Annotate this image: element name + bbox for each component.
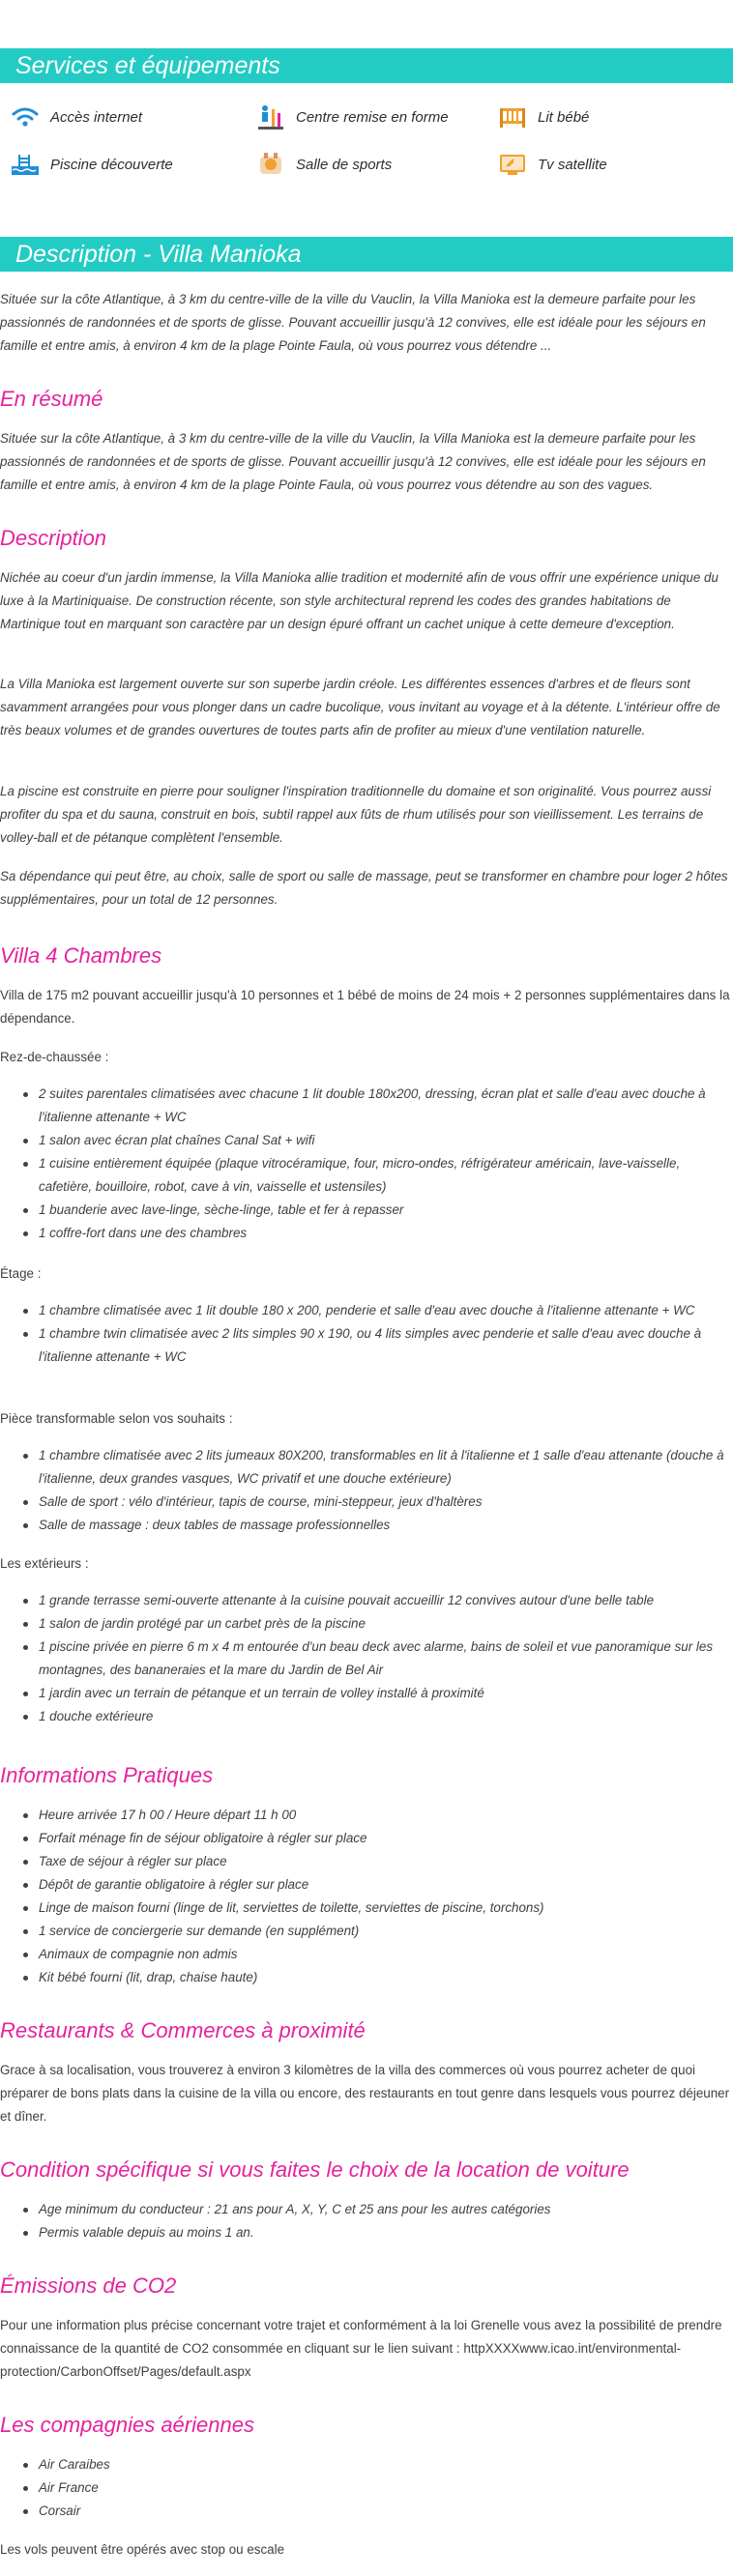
description-banner: Description - Villa Manioka: [0, 237, 733, 272]
list-item: Linge de maison fourni (linge de lit, serviettes de toilette, serviettes de piscine, torchons): [39, 1896, 731, 1920]
list-item: Kit bébé fourni (lit, drap, chaise haute): [39, 1966, 731, 1989]
list-item: 1 cuisine entièrement équipée (plaque vitrocéramique, four, micro-ondes, réfrigérateur américain, lave-vaisselle, cafetière, bouilloire, robot, cave à vin, vaisselle et ustensiles): [39, 1152, 731, 1199]
list-item: 1 salon avec écran plat chaînes Canal Sat + wifi: [39, 1129, 731, 1152]
list-item: 1 jardin avec un terrain de pétanque et un terrain de volley installé à proximité: [39, 1682, 731, 1705]
infos-heading: Informations Pratiques: [0, 1763, 214, 1787]
wifi-icon: [10, 103, 41, 130]
voiture-heading: Condition spécifique si vous faites le choix de la location de voiture: [0, 2157, 630, 2182]
list-item: 1 salon de jardin protégé par un carbet près de la piscine: [39, 1612, 731, 1635]
list-item: Animaux de compagnie non admis: [39, 1943, 731, 1966]
list-item: Air Caraibes: [39, 2453, 731, 2476]
service-label: Piscine découverte: [50, 156, 173, 173]
service-pool: [10, 150, 173, 179]
restaurants-text: Grace à sa localisation, vous trouverez à environ 3 kilomètres de la villa des commerces où vous pourrez acheter de quoi préparer de bons plats dans la cuisine de la villa ou encore, des restaurants en tout genre dans lesquels vous pourrez déjeuner et dîner.: [0, 2063, 730, 2124]
description-paragraph: La piscine est construite en pierre pour souligner l'inspiration traditionnelle du domaine et son originalité. Vous pourrez aussi profiter du spa et du sauna, construit en bois, subtil rappel aux fûts de rhum utilisés pour son vieillissement. Les terrains de volley-ball et de pétanque complètent l'ensemble.: [0, 784, 712, 845]
resume-heading: En résumé: [0, 387, 103, 411]
co2-text: Pour une information plus précise concernant votre trajet et conformément à la loi Grenelle vous avez la possibilité de prendre connaissance de la quantité de CO2 consommée en cliquant sur le lien suivant : httpXXXXwww.icao.int/environmental-protection/CarbonOffset/Pages/default.aspx: [0, 2318, 722, 2379]
service-tv: [497, 150, 607, 179]
service-internet: [10, 102, 142, 131]
compagnies-heading: Les compagnies aériennes: [0, 2413, 254, 2437]
list-item: 1 piscine privée en pierre 6 m x 4 m entourée d'un beau deck avec alarme, bains de soleil et vue panoramique sur les montagnes, des bananeraies et la mare du Jardin de Bel Air: [39, 1635, 731, 1682]
list-item: Age minimum du conducteur : 21 ans pour A, X, Y, C et 25 ans pour les autres catégories: [39, 2198, 731, 2221]
list-item: Heure arrivée 17 h 00 / Heure départ 11 h 00: [39, 1804, 731, 1827]
list-item: 1 buanderie avec lave-linge, sèche-linge, table et fer à repasser: [39, 1199, 731, 1222]
description-paragraph: La Villa Manioka est largement ouverte sur son superbe jardin créole. Les différentes essences d'arbres et de fleurs sont savamment arrangées pour vous plonger dans un cadre bucolique, vous invitant au voyage et à la détente. L'intérieur offre de très beaux volumes et de grandes ouvertures de toutes parts afin de profiter au mieux d'une ventilation naturelle.: [0, 677, 720, 738]
list-item: 1 chambre twin climatisée avec 2 lits simples 90 x 190, ou 4 lits simples avec penderie et salle d'eau avec douche à l'italienne attenante + WC: [39, 1322, 731, 1369]
list-item: Forfait ménage fin de séjour obligatoire à régler sur place: [39, 1827, 731, 1850]
co2-heading: Émissions de CO2: [0, 2273, 177, 2298]
fitness-icon: [255, 103, 286, 130]
voiture-list: [39, 2198, 731, 2244]
description-paragraph: Nichée au coeur d'un jardin immense, la Villa Manioka allie tradition et modernité afin de vous offrir une expérience unique du luxe à la Martiniquaise. De construction récente, son style architectural reprend les codes des grandes habitations de Martinique tout en marquant son caractère par un design épuré offrant un cachet unique à cette demeure d'exception.: [0, 570, 718, 631]
services-banner: Services et équipements: [0, 48, 733, 83]
list-item: 1 chambre climatisée avec 1 lit double 180 x 200, penderie et salle d'eau avec douche à l'italienne attenante + WC: [39, 1299, 731, 1322]
service-label: Lit bébé: [538, 108, 590, 126]
list-item: 1 coffre-fort dans une des chambres: [39, 1222, 731, 1245]
villa-piece-label: Pièce transformable selon vos souhaits :: [0, 1411, 233, 1426]
villa-ext-list: [39, 1589, 731, 1728]
baby-bed-icon: [497, 103, 528, 130]
list-item: 1 chambre climatisée avec 2 lits jumeaux 80X200, transformables en lit à l'italienne et 1 salle d'eau attenante (douche à l'italienne, deux grandes vasques, WC privatif et une douche extérieure): [39, 1444, 731, 1491]
list-item: 1 douche extérieure: [39, 1705, 731, 1728]
restaurants-heading: Restaurants & Commerces à proximité: [0, 2018, 366, 2042]
description-heading: Description: [0, 526, 107, 550]
service-label: Tv satellite: [538, 156, 607, 173]
service-baby-bed: [497, 102, 589, 131]
villa-etage-label: Étage :: [0, 1266, 42, 1281]
satellite-tv-icon: [497, 151, 528, 178]
gym-icon: [255, 151, 286, 178]
list-item: Corsair: [39, 2500, 731, 2523]
list-item: 1 grande terrasse semi-ouverte attenante à la cuisine pouvait accueillir 12 convives autour d'une belle table: [39, 1589, 731, 1612]
service-label: Accès internet: [50, 108, 143, 126]
villa-rdc-list: [39, 1083, 731, 1245]
resume-text: Située sur la côte Atlantique, à 3 km du centre-ville de la ville du Vauclin, la Villa Manioka est la demeure parfaite pour les passionnés de randonnées et de sports de glisse. Pouvant accueillir jusqu'à 12 convives, elle est idéale pour les séjours en famille et entre amis, à environ 4 km de la plage Pointe Faula, où vous pourrez vous détendre au son des vagues.: [0, 431, 706, 492]
infos-list: [39, 1804, 731, 1989]
villa-piece-list: [39, 1444, 731, 1537]
list-item: Air France: [39, 2476, 731, 2500]
list-item: Salle de massage : deux tables de massage professionnelles: [39, 1514, 731, 1537]
villa-heading: Villa 4 Chambres: [0, 943, 162, 968]
list-item: Dépôt de garantie obligatoire à régler sur place: [39, 1873, 731, 1896]
service-fitness: [255, 102, 449, 131]
compagnies-list: [39, 2453, 731, 2523]
villa-etage-list: [39, 1299, 731, 1369]
description-paragraph: Sa dépendance qui peut être, au choix, salle de sport ou salle de massage, peut se transformer en chambre pour loger 2 hôtes supplémentaires, pour un total de 12 personnes.: [0, 869, 728, 907]
list-item: Permis valable depuis au moins 1 an.: [39, 2221, 731, 2244]
service-label: Centre remise en forme: [296, 108, 449, 126]
list-item: Taxe de séjour à régler sur place: [39, 1850, 731, 1873]
service-gym: [255, 150, 392, 179]
service-label: Salle de sports: [296, 156, 393, 173]
compagnies-note: Les vols peuvent être opérés avec stop ou escale: [0, 2542, 285, 2557]
description-intro: Située sur la côte Atlantique, à 3 km du centre-ville de la ville du Vauclin, la Villa Manioka est la demeure parfaite pour les passionnés de randonnées et de sports de glisse. Pouvant accueillir jusqu'à 12 convives, elle est idéale pour les séjours en famille et entre amis, à environ 4 km de la plage Pointe Faula, où vous pourrez vous détendre ...: [0, 292, 706, 353]
pool-icon: [10, 151, 41, 178]
villa-ext-label: Les extérieurs :: [0, 1556, 89, 1571]
villa-intro: Villa de 175 m2 pouvant accueillir jusqu'à 10 personnes et 1 bébé de moins de 24 mois + 2 personnes supplémentaires dans la dépendance.: [0, 988, 730, 1026]
list-item: Salle de sport : vélo d'intérieur, tapis de course, mini-steppeur, jeux d'haltères: [39, 1491, 731, 1514]
list-item: 1 service de conciergerie sur demande (en supplément): [39, 1920, 731, 1943]
list-item: 2 suites parentales climatisées avec chacune 1 lit double 180x200, dressing, écran plat et salle d'eau avec douche à l'italienne attenante + WC: [39, 1083, 731, 1129]
villa-rdc-label: Rez-de-chaussée :: [0, 1050, 109, 1064]
